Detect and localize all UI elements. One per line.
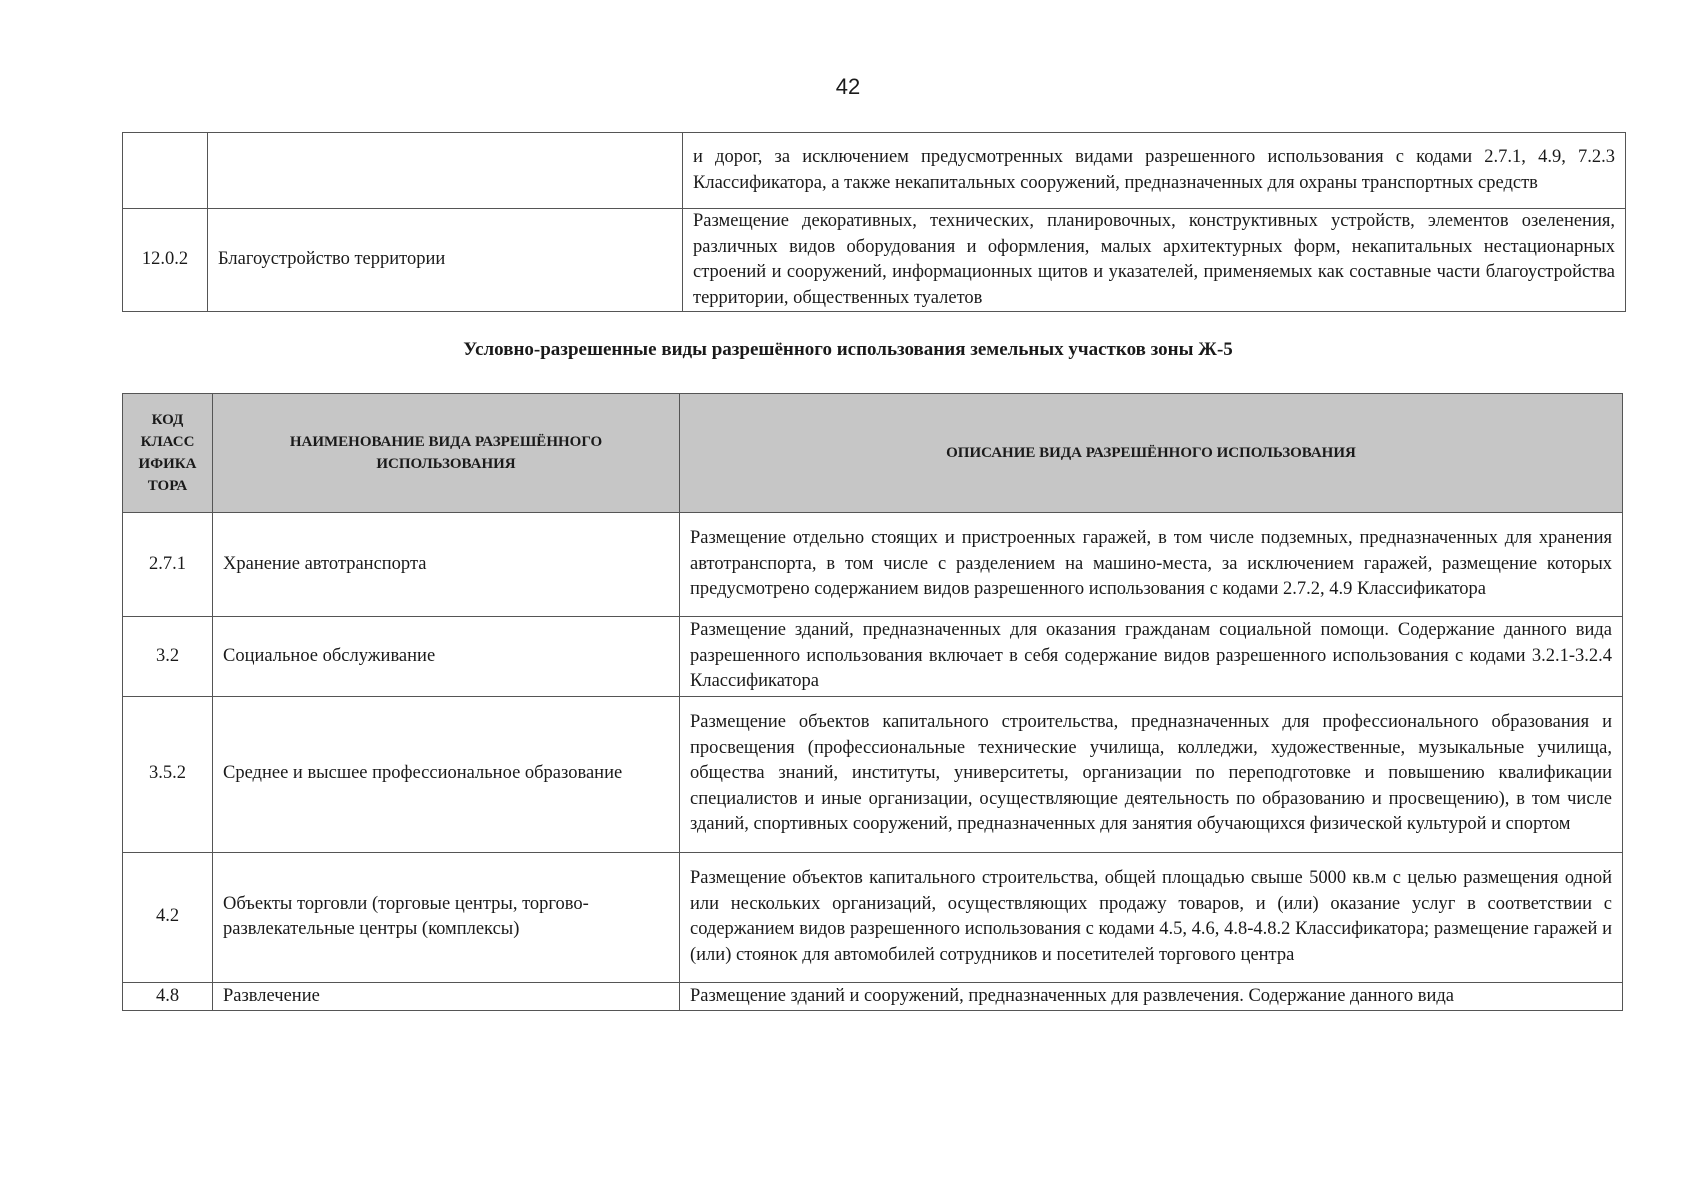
table-row: [123, 696, 1623, 852]
classifier-code-cell: [123, 133, 208, 209]
classifier-code-cell: 2.7.1: [123, 513, 213, 617]
classifier-code-cell: 3.5.2: [123, 696, 213, 852]
classifier-code-cell: 12.0.2: [123, 209, 208, 312]
use-name-cell: Объекты торговли (торговые центры, торгово-развлекательные центры (комплексы): [213, 852, 680, 982]
use-description-cell: Размещение зданий, предназначенных для оказания гражданам социальной помощи. Содержание данного вида разрешенного использования включает в себя содержание видов разрешенного использования с кодами 3.2.1-3.2.4 Классификатора: [680, 617, 1623, 697]
use-description-cell: Размещение объектов капитального строительства, предназначенных для профессионального образования и просвещения (профессиональные технические училища, колледжи, художественные, музыкальные училища, общества знаний, институты, университеты, организации по переподготовке и повышению квалификации специалистов и иные организации, осуществляющие деятельность по образованию и просвещению), в том числе зданий, спортивных сооружений, предназначенных для занятия обучающихся физической культурой и спортом: [680, 696, 1623, 852]
use-name-cell: Развлечение: [213, 982, 680, 1011]
section-heading: Условно-разрешенные виды разрешённого использования земельных участков зоны Ж-5: [463, 339, 1233, 360]
header-description: ОПИСАНИЕ ВИДА РАЗРЕШЁННОГО ИСПОЛЬЗОВАНИЯ: [680, 394, 1623, 513]
table-header-row: [123, 394, 1623, 513]
use-name-cell: [208, 133, 683, 209]
use-name-cell: Среднее и высшее профессиональное образование: [213, 696, 680, 852]
header-name: НАИМЕНОВАНИЕ ВИДА РАЗРЕШЁННОГО ИСПОЛЬЗОВАНИЯ: [213, 394, 680, 513]
table-row: [123, 852, 1623, 982]
use-description-cell: Размещение зданий и сооружений, предназначенных для развлечения. Содержание данного вида: [680, 982, 1623, 1011]
table-row: [123, 513, 1623, 617]
table-row: [123, 982, 1623, 1011]
conditional-uses-table: [122, 393, 1623, 1011]
page-number: 42: [835, 74, 861, 99]
use-name-cell: Социальное обслуживание: [213, 617, 680, 697]
use-description-cell: и дорог, за исключением предусмотренных видами разрешенного использования с кодами 2.7.1, 4.9, 7.2.3 Классификатора, а также некапитальных сооружений, предназначенных для охраны транспортных средств: [683, 133, 1626, 209]
classifier-code-cell: 3.2: [123, 617, 213, 697]
table-row: [123, 209, 1626, 312]
use-name-cell: Хранение автотранспорта: [213, 513, 680, 617]
use-description-cell: Размещение отдельно стоящих и пристроенных гаражей, в том числе подземных, предназначенных для хранения автотранспорта, в том числе с разделением на машино-места, за исключением гаражей, размещение которых предусмотрено содержанием видов разрешенного использования с кодами 2.7.2, 4.9 Классификатора: [680, 513, 1623, 617]
table-row: [123, 617, 1623, 697]
table-row: [123, 133, 1626, 209]
use-name-cell: Благоустройство территории: [208, 209, 683, 312]
classifier-code-cell: 4.2: [123, 852, 213, 982]
classifier-code-cell: 4.8: [123, 982, 213, 1011]
continuation-table: [122, 132, 1626, 312]
header-code: КОД КЛАСС ИФИКА ТОРА: [123, 394, 213, 513]
use-description-cell: Размещение декоративных, технических, планировочных, конструктивных устройств, элементов озеленения, различных видов оборудования и оформления, малых архитектурных форм, некапитальных нестационарных строений и сооружений, информационных щитов и указателей, применяемых как составные части благоустройства территории, общественных туалетов: [683, 209, 1626, 312]
use-description-cell: Размещение объектов капитального строительства, общей площадью свыше 5000 кв.м с целью размещения одной или нескольких организаций, осуществляющих продажу товаров, и (или) оказание услуг в соответствии с содержанием видов разрешенного использования с кодами 4.5, 4.6, 4.8-4.8.2 Классификатора; размещение гаражей и (или) стоянок для автомобилей сотрудников и посетителей торгового центра: [680, 852, 1623, 982]
